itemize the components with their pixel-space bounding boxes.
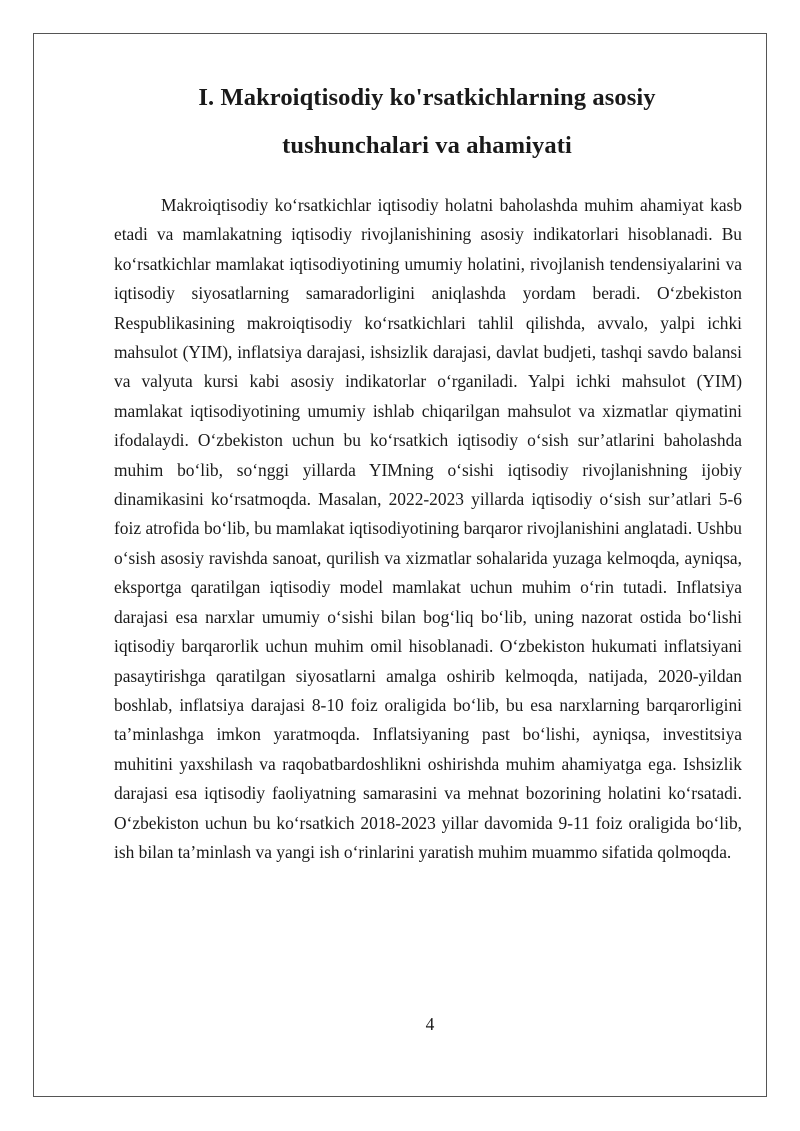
- section-title: [100, 74, 754, 170]
- body-paragraph: Makroiqtisodiy ko‘rsatkichlar iqtisodiy holatni baholashda muhim ahamiyat kasb etadi va mamlakatning iqtisodiy rivojlanishining asosiy indikatorlari hisoblanadi. Bu ko‘rsatkichlar mamlakat iqtisodiyotining umumiy holatini, rivojlanish tendensiyalarini va iqtisodiy siyosatlarning samaradorligini aniqlashda yordam beradi. O‘zbekiston Respublikasining makroiqtisodiy ko‘rsatkichlari tahlil qilishda, avvalo, yalpi ichki mahsulot (YIM), inflatsiya darajasi, ishsizlik darajasi, davlat budjeti, tashqi savdo balansi va valyuta kursi kabi asosiy indikatorlar o‘rganiladi. Yalpi ichki mahsulot (YIM) mamlakat iqtisodiyotining umumiy ishlab chiqarilgan mahsulot va xizmatlar qiymatini ifodalaydi. O‘zbekiston uchun bu ko‘rsatkich iqtisodiy o‘sish sur’atlarini baholashda muhim bo‘lib, so‘nggi yillarda YIMning o‘sishi iqtisodiy rivojlanishning ijobiy dinamikasini ko‘rsatmoqda. Masalan, 2022-2023 yillarda iqtisodiy o‘sish sur’atlari 5-6 foiz atrofida bo‘lib, bu mamlakat iqtisodiyotining barqaror rivojlanishini anglatadi. Ushbu o‘sish asosiy ravishda sanoat, qurilish va xizmatlar sohalarida yuzaga kelmoqda, ayniqsa, eksportga qaratilgan iqtisodiy model mamlakat uchun muhim o‘rin tutadi. Inflatsiya darajasi esa narxlar umumiy o‘sishi bilan bog‘liq bo‘lib, uning nazorat ostida bo‘lishi iqtisodiy barqarorlik uchun muhim omil hisoblanadi. O‘zbekiston hukumati inflatsiyani pasaytirishga qaratilgan siyosatlarni amalga oshirib kelmoqda, natijada, 2020-yildan boshlab, inflatsiya darajasi 8-10 foiz oraligida bo‘lib, bu esa narxlarning barqarorligini ta’minlashga imkon yaratmoqda. Inflatsiyaning past bo‘lishi, ayniqsa, investitsiya muhitini yaxshilash va raqobatbardoshlikni oshirishda muhim ahamiyatga ega. Ishsizlik darajasi esa iqtisodiy faoliyatning samarasini va mehnat bozorining holatini ko‘rsatadi. O‘zbekiston uchun bu ko‘rsatkich 2018-2023 yillar davomida 9-11 foiz oraligida bo‘lib, ish bilan ta’minlash va yangi ish o‘rinlarini yaratish muhim muammo sifatida qolmoqda.: [114, 195, 742, 862]
- page-number: 4: [425, 1014, 435, 1034]
- section-title-line-1: I. Makroiqtisodiy ko'rsatkichlarning asosiy: [198, 84, 656, 111]
- section-title-line-2: tushunchalari va ahamiyati: [282, 132, 572, 159]
